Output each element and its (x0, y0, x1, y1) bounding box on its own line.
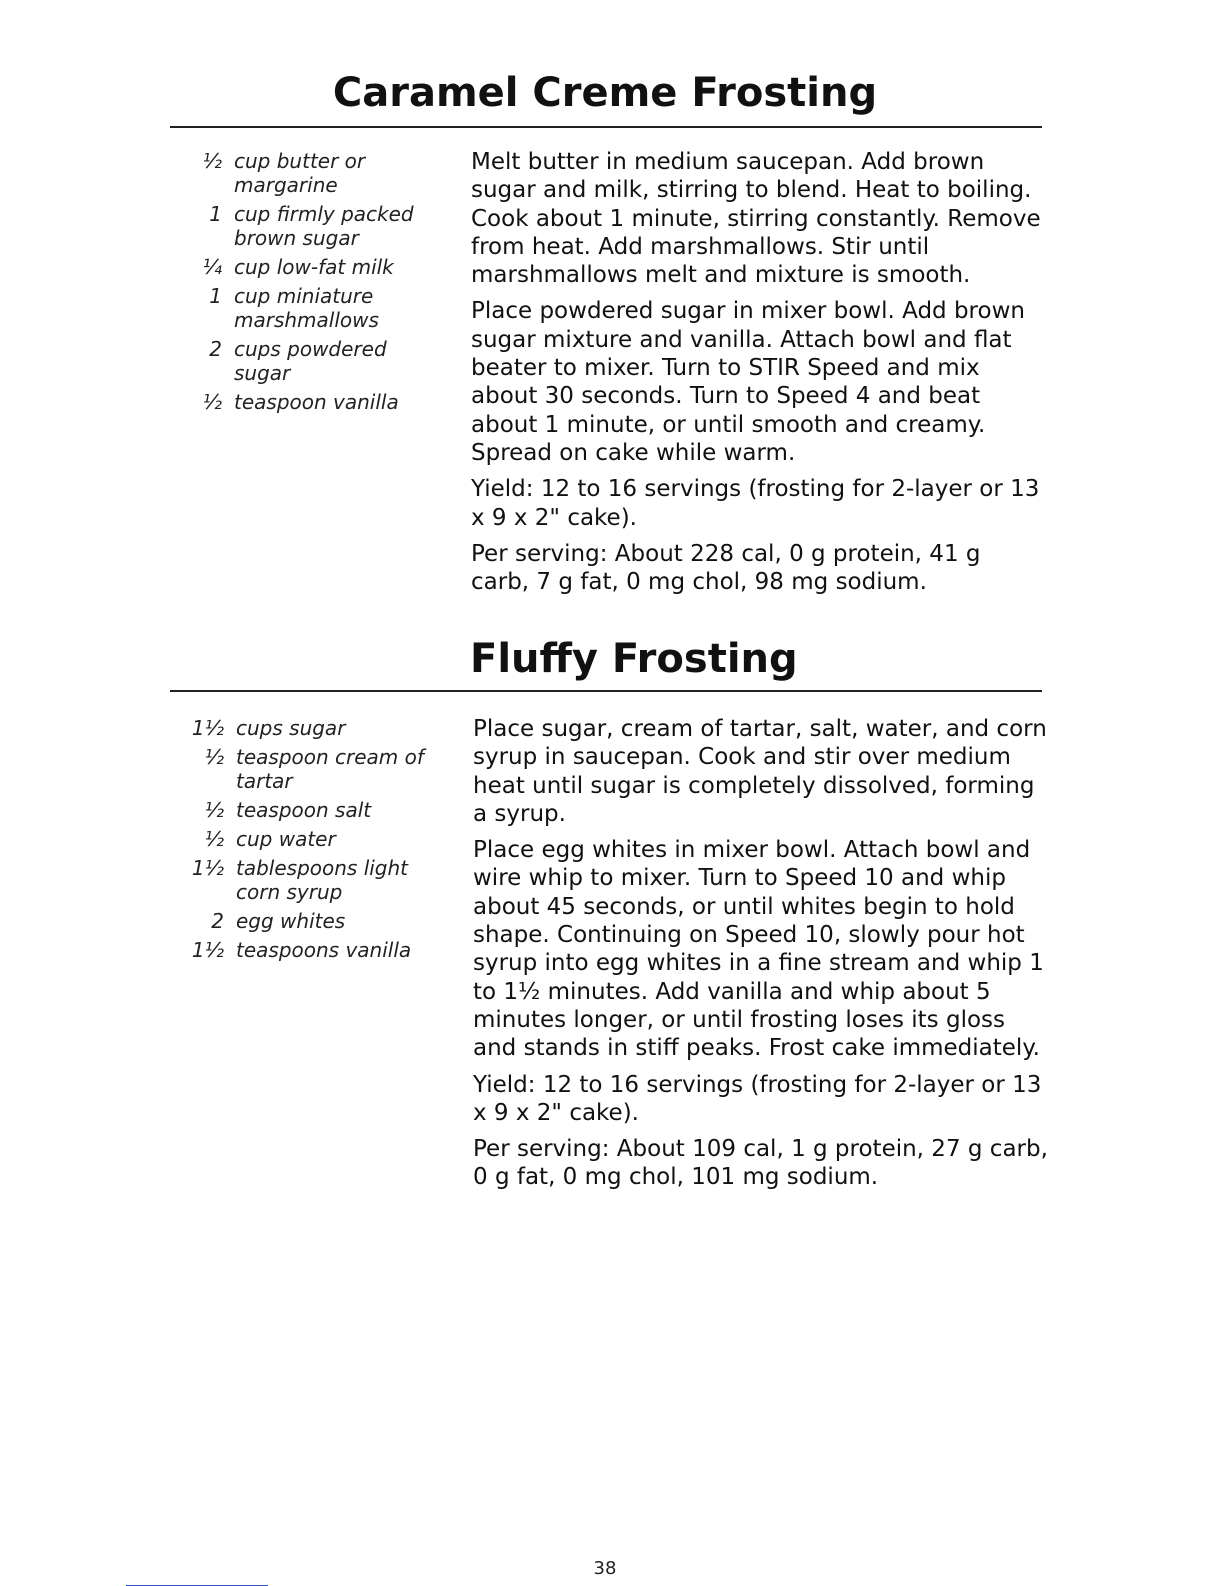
recipe-title-caramel-creme-frosting: Caramel Creme Frosting (332, 70, 878, 116)
ingredient-item (170, 909, 450, 933)
ingredient-quantity: 1½ (191, 938, 224, 962)
ingredient-name: teaspoon vanilla (234, 390, 399, 414)
ingredient-quantity: ½ (204, 827, 224, 851)
ingredient-quantity: 1½ (191, 856, 224, 880)
ingredient-quantity: 2 (211, 909, 224, 933)
ingredient-item (170, 284, 440, 332)
ingredient-item (170, 856, 450, 904)
ingredient-quantity: ½ (202, 390, 222, 414)
ingredient-item (170, 798, 450, 822)
ingredient-name: cup low-fat milk (234, 255, 394, 279)
method-paragraph: Place sugar, cream of tartar, salt, water, and corn syrup in saucepan. Cook and stir over medium heat until sugar is completely dissolved, forming a syrup. (473, 716, 1047, 827)
ingredient-name: cup miniature marshmallows (234, 284, 379, 332)
ingredient-item (170, 745, 450, 793)
method-text (471, 148, 1041, 604)
ingredient-name: cups sugar (236, 716, 346, 740)
yield-text: Yield: 12 to 16 servings (frosting for 2-layer or 13 x 9 x 2" cake). (471, 476, 1040, 531)
ingredient-quantity: ½ (202, 149, 222, 173)
ingredient-name: cup butter or margarine (234, 149, 366, 197)
ingredient-quantity: 2 (209, 337, 222, 361)
page-number: 38 (593, 1558, 617, 1579)
ingredient-name: cup water (236, 827, 336, 851)
ingredient-quantity: 1 (209, 284, 222, 308)
ingredient-name: egg whites (236, 909, 346, 933)
ingredient-name: cups powdered sugar (234, 337, 387, 385)
ingredient-item (170, 337, 440, 385)
ingredient-name: cup firmly packed brown sugar (234, 202, 414, 250)
method-paragraph: Melt butter in medium saucepan. Add brown sugar and milk, stirring to blend. Heat to boiling. Cook about 1 minute, stirring constantly. Remove from heat. Add marshmallows. Stir until marshmallows melt and mixture is smooth. (471, 149, 1041, 289)
ingredient-item (170, 202, 440, 250)
ingredient-name: teaspoon cream of tartar (236, 745, 424, 793)
ingredient-item (170, 255, 440, 279)
method-paragraph: Place powdered sugar in mixer bowl. Add brown sugar mixture and vanilla. Attach bowl and flat beater to mixer. Turn to STIR Speed and mix about 30 seconds. Turn to Speed 4 and beat about 1 minute, or until smooth and creamy. Spread on cake while warm. (471, 298, 1025, 466)
ingredient-name: tablespoons light corn syrup (236, 856, 409, 904)
recipe-title-fluffy-frosting: Fluffy Frosting (470, 636, 798, 682)
section-divider (170, 126, 1042, 128)
section-divider (170, 690, 1042, 692)
ingredient-quantity: ½ (204, 798, 224, 822)
ingredient-quantity: 1 (209, 202, 222, 226)
ingredient-quantity: ¼ (202, 255, 222, 279)
ingredient-list (170, 149, 440, 419)
yield-text: Yield: 12 to 16 servings (frosting for 2-layer or 13 x 9 x 2" cake). (473, 1071, 1042, 1126)
ingredient-quantity: 1½ (191, 716, 224, 740)
nutrition-text: Per serving: About 228 cal, 0 g protein, 41 g carb, 7 g fat, 0 mg chol, 98 mg sodium. (471, 540, 981, 596)
ingredient-name: teaspoons vanilla (236, 938, 412, 962)
ingredient-list (170, 716, 450, 967)
ingredient-item (170, 716, 450, 740)
ingredient-quantity: ½ (204, 745, 224, 769)
ingredient-item (170, 390, 440, 414)
nutrition-text: Per serving: About 109 cal, 1 g protein, 27 g carb, 0 g fat, 0 mg chol, 101 mg sodium. (473, 1136, 1048, 1191)
method-text (473, 715, 1048, 1200)
ingredient-item (170, 827, 450, 851)
ingredient-item (170, 938, 450, 962)
ingredient-item (170, 149, 440, 197)
method-paragraph: Place egg whites in mixer bowl. Attach bowl and wire whip to mixer. Turn to Speed 10 and whip about 45 seconds, or until whites begin to hold shape. Continuing on Speed 10, slowly pour hot syrup into egg whites in a fine stream and whip 1 to 1½ minutes. Add vanilla and whip about 5 minutes longer, or until frosting loses its gloss and stands in stiff peaks. Frost cake immediately. (473, 837, 1044, 1062)
ingredient-name: teaspoon salt (236, 798, 372, 822)
